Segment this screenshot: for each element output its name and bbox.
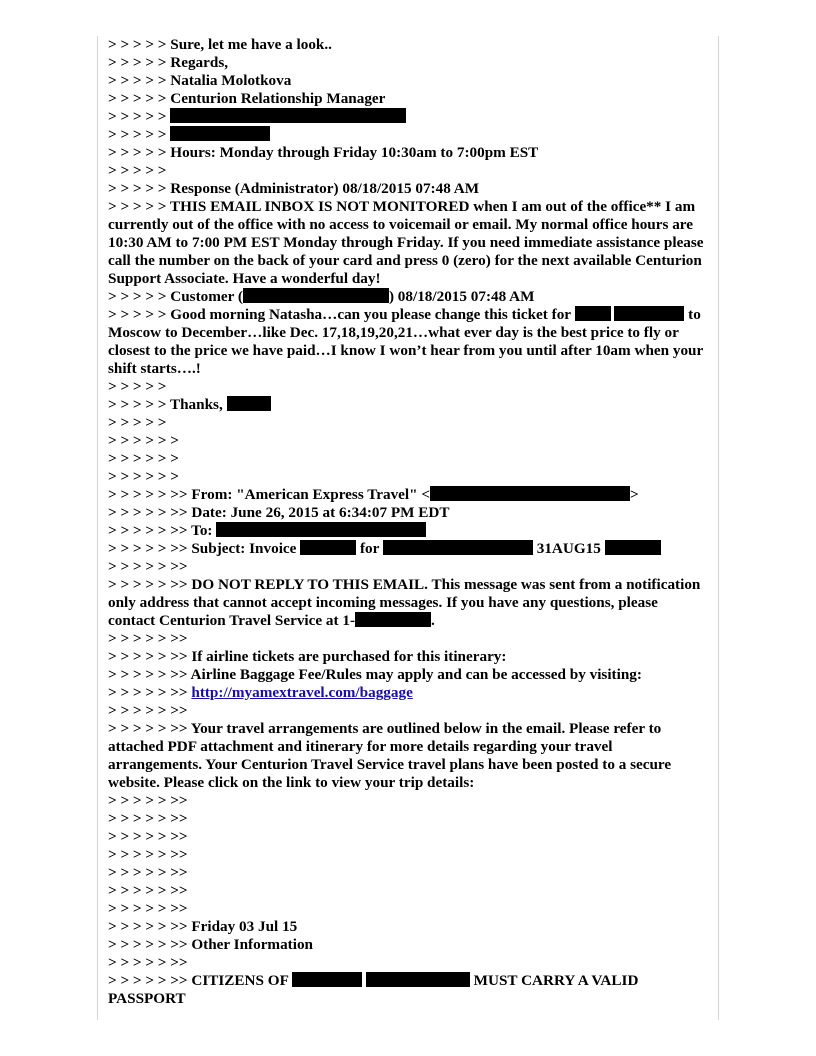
redaction-block [170, 108, 406, 123]
page-border-left [97, 36, 98, 1020]
text-line: > > > > > >> [108, 828, 188, 845]
redaction-block [243, 288, 389, 303]
text-line [108, 540, 708, 558]
text-span: > > > > > >> [108, 684, 192, 701]
text-line: > > > > > Hours: Monday through Friday 10:30am to 7:00pm EST [108, 144, 539, 161]
text-line: > > > > > [108, 414, 167, 431]
text-span: > [630, 486, 639, 503]
text-span: > > > > > Thanks, [108, 396, 227, 413]
text-paragraph [108, 306, 708, 378]
text-line: > > > > > [108, 378, 167, 395]
text-span: > > > > > >> Subject: Invoice [108, 540, 301, 557]
text-line: > > > > > >> [108, 846, 188, 863]
text-paragraph [108, 576, 708, 630]
page-border-right [718, 36, 719, 1020]
text-span: > > > > > >> To: [108, 522, 217, 539]
text-line: > > > > > >> Other Information [108, 936, 313, 953]
quote-prefix: > > > > > [108, 126, 171, 143]
text-line: > > > > > >> [108, 558, 188, 575]
text-line: > > > > > >> [108, 882, 188, 899]
redaction-block [614, 306, 684, 321]
text-line [108, 684, 708, 702]
text-paragraph: > > > > > >> Your travel arrangements are outlined below in the email. Please refer to attached PDF attachment and itinerary for more details regarding your travel arrangements. Your Centurion Travel Service travel plans have been posted to a secure website. Please click on the link to view your trip details: [108, 720, 672, 791]
text-line: > > > > > >> If airline tickets are purchased for this itinerary: [108, 648, 507, 665]
redaction-block [170, 126, 270, 141]
text-line: > > > > > >> [108, 810, 188, 827]
text-line: > > > > > Natalia Molotkova [108, 72, 292, 89]
text-line [108, 108, 708, 126]
text-line: > > > > > Response (Administrator) 08/18/2015 07:48 AM [108, 180, 480, 197]
text-line [108, 522, 708, 540]
text-line: > > > > > Sure, let me have a look.. [108, 36, 332, 53]
text-paragraph [108, 972, 708, 1008]
redaction-block [605, 540, 661, 555]
text-line [108, 288, 708, 306]
text-span: MUST CARRY A VALID PASSPORT [108, 972, 639, 1007]
email-body [108, 36, 708, 1008]
text-line: > > > > > > [108, 468, 179, 485]
text-line: > > > > > >> [108, 954, 188, 971]
text-span: > > > > > Customer ( [108, 288, 243, 305]
quote-prefix: > > > > > [108, 108, 171, 125]
text-paragraph: > > > > > THIS EMAIL INBOX IS NOT MONITORED when I am out of the office** I am currently out of the office with no access to voicemail or email. My normal office hours are 10:30 AM to 7:00 PM EST Monday through Friday. If you need immediate assistance please call the number on the back of your card and press 0 (zero) for the next available Centurion Support Associate. Have a wonderful day! [108, 198, 704, 287]
text-line: > > > > > >> [108, 864, 188, 881]
redaction-block [355, 612, 431, 627]
text-line [108, 396, 708, 414]
redaction-block [227, 396, 271, 411]
redaction-block [383, 540, 533, 555]
redaction-block [430, 486, 630, 501]
redaction-block [300, 540, 356, 555]
text-line: > > > > > >> [108, 900, 188, 917]
redaction-block [216, 522, 426, 537]
text-span: > > > > > Good morning Natasha…can you please change this ticket for [108, 306, 575, 323]
text-span: . [431, 612, 435, 629]
text-line: > > > > > > [108, 432, 179, 449]
text-span: > > > > > >> From: "American Express Travel" < [108, 486, 431, 503]
text-line: > > > > > >> Friday 03 Jul 15 [108, 918, 298, 935]
text-line: > > > > > Regards, [108, 54, 229, 71]
text-line: > > > > > > [108, 450, 179, 467]
text-line [108, 126, 708, 144]
text-line: > > > > > >> [108, 702, 188, 719]
text-span: for [356, 540, 383, 557]
redaction-block [292, 972, 362, 987]
text-line: > > > > > [108, 162, 167, 179]
text-line: > > > > > >> [108, 630, 188, 647]
text-span: > > > > > >> DO NOT REPLY TO THIS EMAIL. This message was sent from a notification only address that cannot accept incoming messages. If you have any questions, please contact Centurion Travel Service at 1- [108, 576, 701, 629]
baggage-link[interactable]: http://myamextravel.com/baggage [191, 684, 413, 701]
text-line: > > > > > Centurion Relationship Manager [108, 90, 386, 107]
text-span: > > > > > >> CITIZENS OF [108, 972, 293, 989]
redaction-block [366, 972, 470, 987]
text-span: ) 08/18/2015 07:48 AM [388, 288, 535, 305]
text-line: > > > > > >> Airline Baggage Fee/Rules may apply and can be accessed by visiting: [108, 666, 642, 683]
text-span: 31AUG15 [532, 540, 605, 557]
text-line: > > > > > >> [108, 792, 188, 809]
text-line: > > > > > >> Date: June 26, 2015 at 6:34:07 PM EDT [108, 504, 450, 521]
text-line [108, 486, 708, 504]
redaction-block [575, 306, 611, 321]
text-span: to Moscow to December…like Dec. 17,18,19,20,21…what ever day is the best price to fly or closest to the price we have paid…I know I won’t hear from you until after 10am when your shift starts….! [108, 306, 703, 377]
